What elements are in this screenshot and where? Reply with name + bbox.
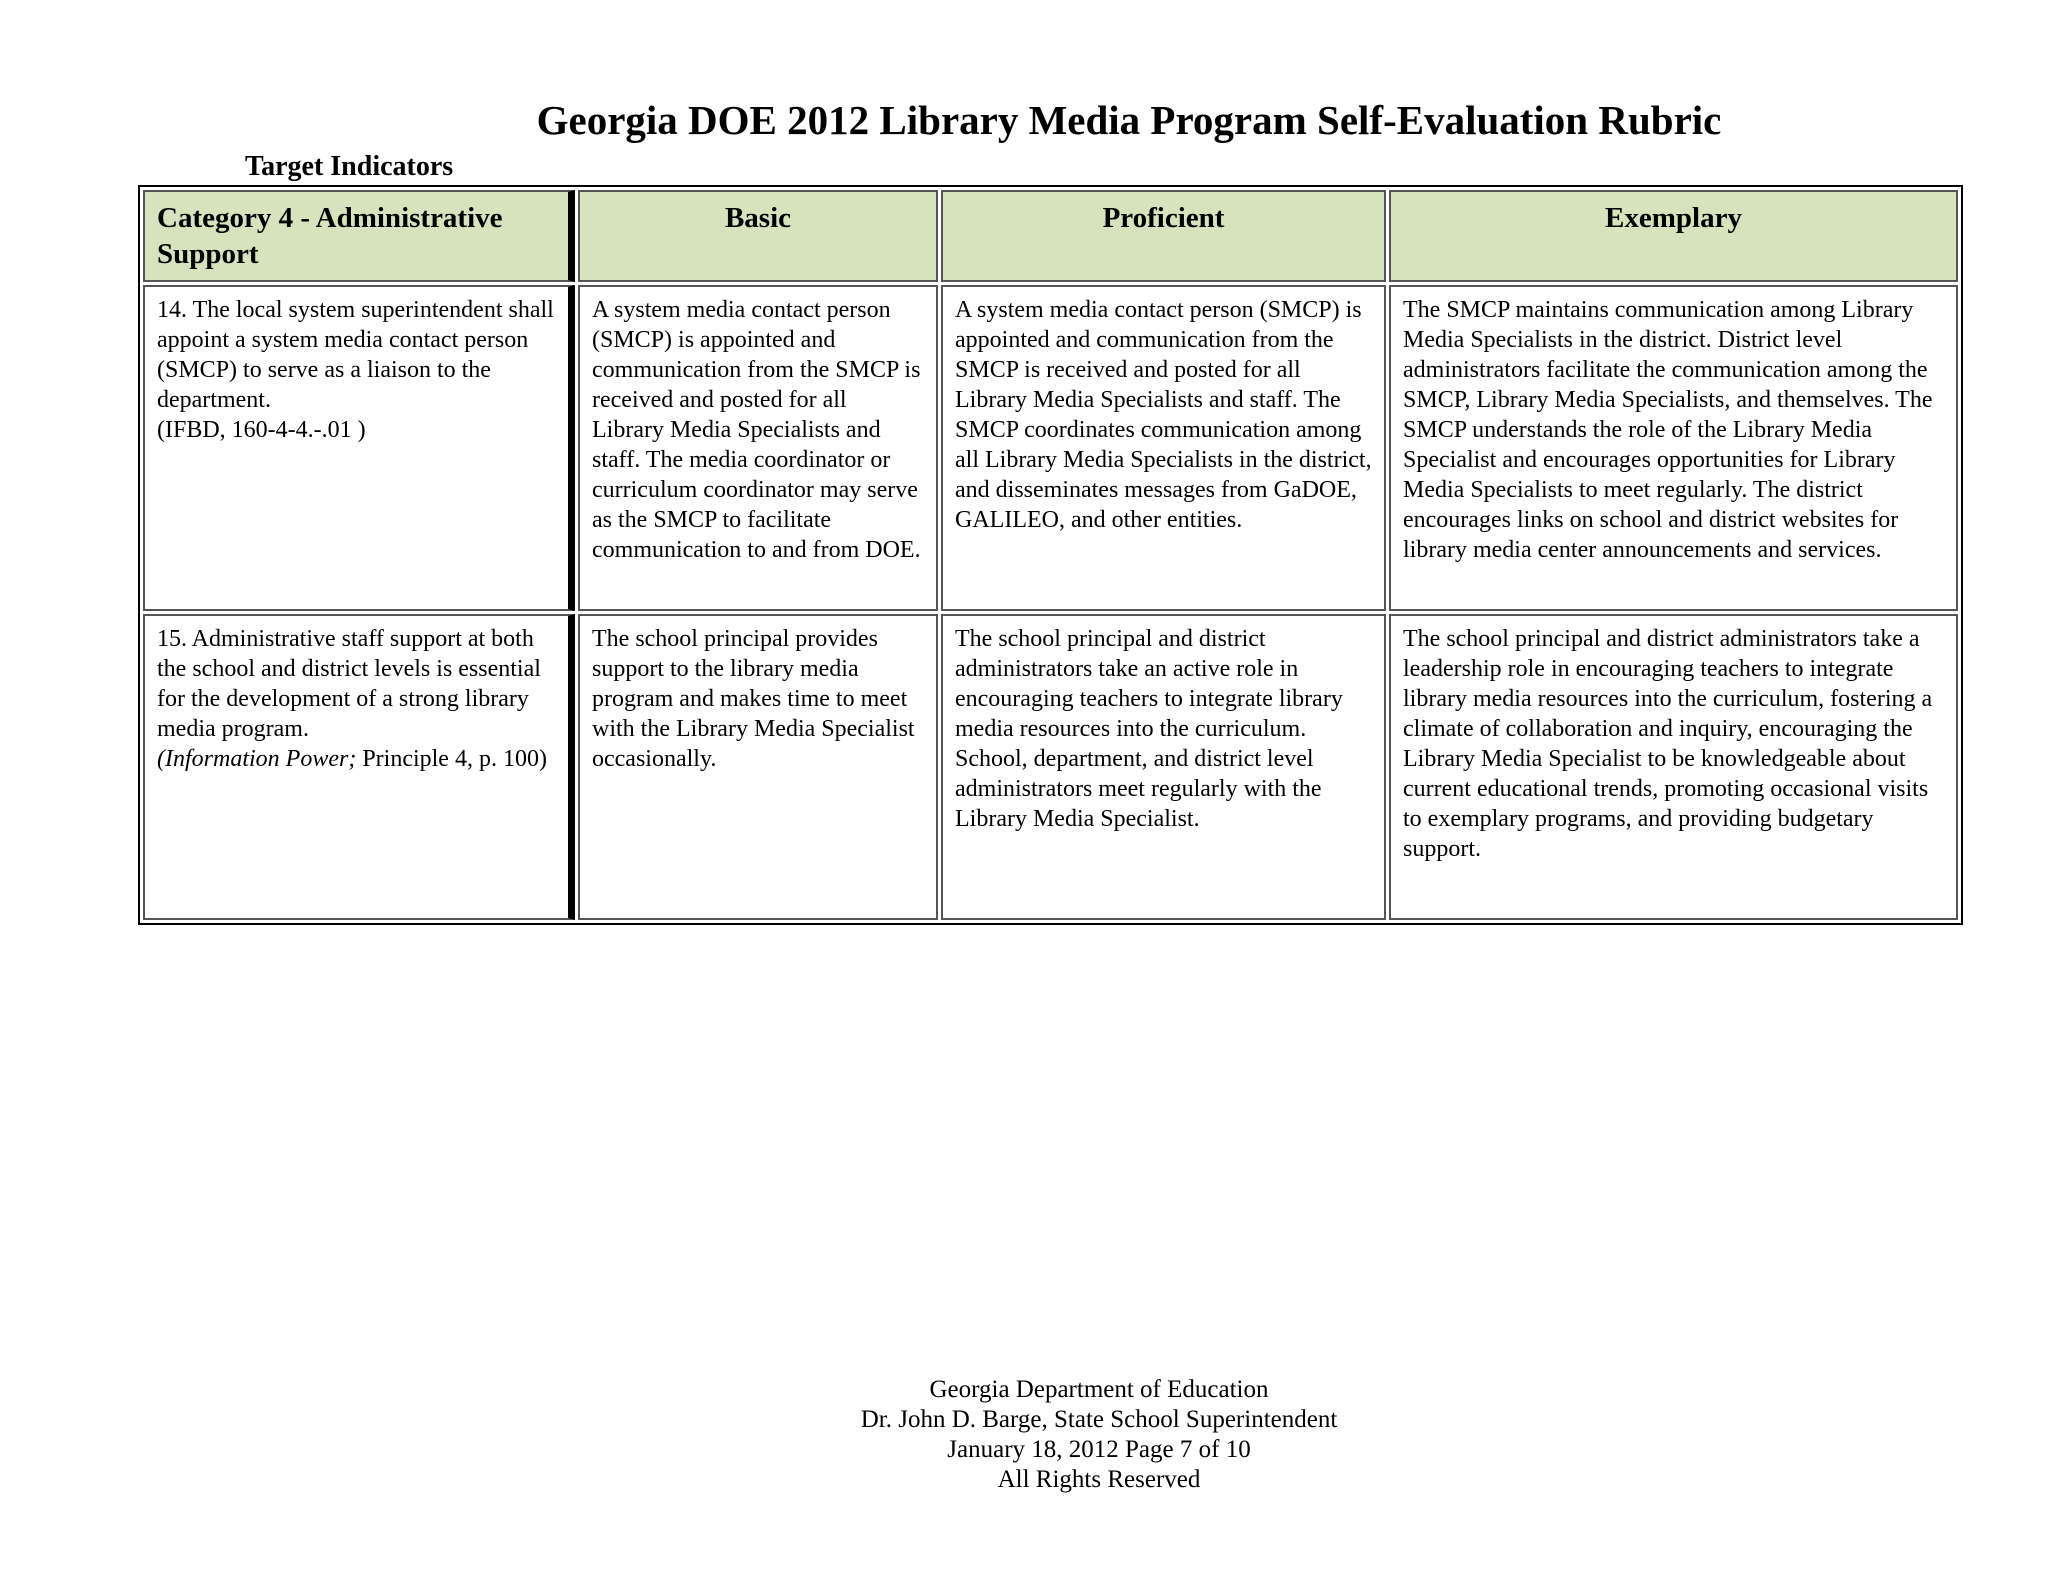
exemplary-header: Exemplary bbox=[1389, 190, 1958, 282]
basic-cell: A system media contact person (SMCP) is appointed and communication from the SMCP is received and posted for all Library Media Specialists and staff. The media coordinator or curriculum coordinator may serve as the SMCP to facilitate communication to and from DOE. bbox=[578, 285, 938, 611]
proficient-cell: The school principal and district administrators take an active role in encouraging teachers to integrate library media resources into the curriculum. School, department, and district level administrators meet regularly with the Library Media Specialist. bbox=[941, 614, 1386, 920]
footer-organization: Georgia Department of Education bbox=[929, 1376, 1269, 1403]
rubric-table bbox=[138, 185, 1963, 925]
proficient-cell: A system media contact person (SMCP) is appointed and communication from the SMCP is received and posted for all Library Media Specialists and staff. The SMCP coordinates communication among all Library Media Specialists in the district, and disseminates messages from GaDOE, GALILEO, and other entities. bbox=[941, 285, 1386, 611]
exemplary-cell: The SMCP maintains communication among Library Media Specialists in the district. District level administrators facilitate the communication among the SMCP, Library Media Specialists, and themselves. The SMCP understands the role of the Library Media Specialist and encourages opportunities for Library Media Specialists to meet regularly. The district encourages links on school and district websites for library media center announcements and services. bbox=[1389, 285, 1958, 611]
exemplary-cell: The school principal and district administrators take a leadership role in encouraging teachers to integrate library media resources into the curriculum, fostering a climate of collaboration and inquiry, encouraging the Library Media Specialist to be knowledgeable about current educational trends, promoting occasional visits to exemplary programs, and providing budgetary support. bbox=[1389, 614, 1958, 920]
footer-rights: All Rights Reserved bbox=[997, 1466, 1201, 1493]
table-row bbox=[143, 614, 1958, 920]
indicator-reference: Principle 4, p. 100) bbox=[356, 746, 547, 772]
category-header: Category 4 - Administrative Support bbox=[143, 190, 575, 282]
indicator-reference-italic: (Information Power; bbox=[157, 746, 357, 772]
indicator-cell bbox=[143, 614, 575, 920]
basic-cell: The school principal provides support to the library media program and makes time to meet with the Library Media Specialist occasionally. bbox=[578, 614, 938, 920]
proficient-header: Proficient bbox=[941, 190, 1386, 282]
indicator-text: 15. Administrative staff support at both the school and district levels is essential for the development of a strong library media program. bbox=[157, 626, 541, 742]
target-indicators-label: Target Indicators bbox=[245, 151, 454, 182]
header-row bbox=[143, 190, 1958, 282]
footer-date-page: January 18, 2012 Page 7 of 10 bbox=[947, 1436, 1251, 1463]
table-row bbox=[143, 285, 1958, 611]
indicator-cell bbox=[143, 285, 575, 611]
basic-header: Basic bbox=[578, 190, 938, 282]
footer-superintendent: Dr. John D. Barge, State School Superintendent bbox=[860, 1406, 1338, 1433]
indicator-text: 14. The local system superintendent shall appoint a system media contact person (SMCP) to serve as a liaison to the department. bbox=[157, 297, 554, 413]
document-title: Georgia DOE 2012 Library Media Program Self-Evaluation Rubric bbox=[536, 97, 1722, 143]
page-footer bbox=[0, 1375, 2048, 1495]
indicator-reference: (IFBD, 160-4-4.-.01 ) bbox=[157, 417, 366, 443]
